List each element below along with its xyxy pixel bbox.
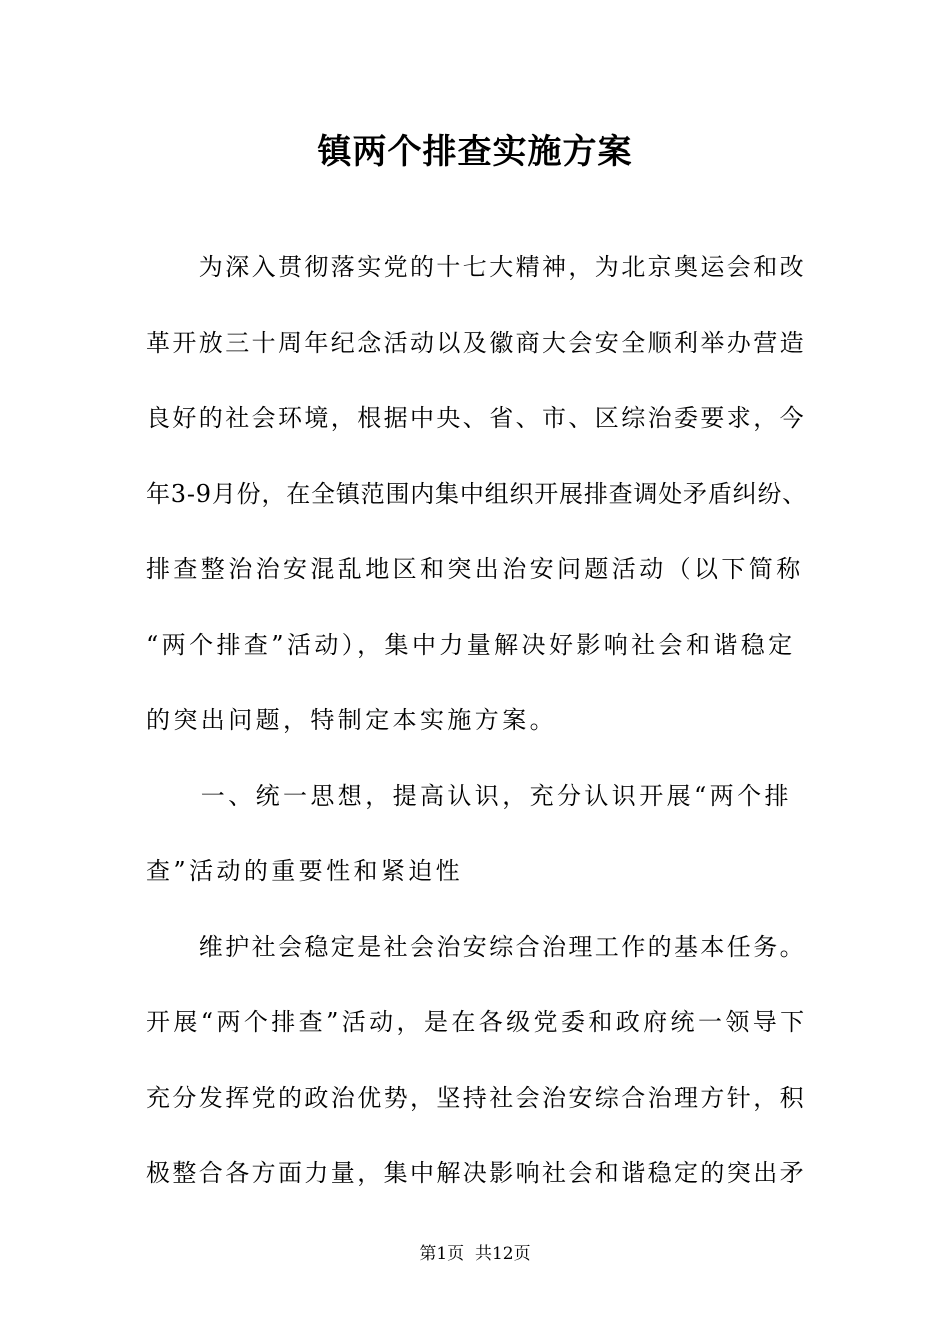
page-number-footer: 第1页 共12页	[419, 1244, 531, 1264]
document-title: 镇两个排查实施方案	[317, 132, 633, 172]
body-line: 的突出问题，特制定本实施方案。	[146, 706, 557, 734]
body-line: 开展“两个排查”活动，是在各级党委和政府统一领导下	[146, 1008, 808, 1036]
document-body	[146, 242, 806, 1224]
body-line: 年3-9月份，在全镇范围内集中组织开展排查调处矛盾纠纷、	[146, 479, 808, 508]
section-heading-line: 一、统一思想，提高认识，充分认识开展“两个排	[146, 781, 792, 810]
body-line: 极整合各方面力量，集中解决影响社会和谐稳定的突出矛	[146, 1159, 806, 1187]
body-line: 维护社会稳定是社会治安综合治理工作的基本任务。	[146, 932, 806, 961]
section-heading-line: 查”活动的重要性和紧迫性	[146, 857, 464, 885]
body-line: 为深入贯彻落实党的十七大精神，为北京奥运会和改	[146, 253, 806, 281]
body-line: 排查整治治安混乱地区和突出治安问题活动（以下简称	[146, 555, 804, 583]
body-line: 充分发挥党的政治优势，坚持社会治安综合治理方针，积	[146, 1083, 806, 1112]
body-line: “两个排查”活动），集中力量解决好影响社会和谐稳定	[146, 630, 796, 659]
body-line: 良好的社会环境，根据中央、省、市、区综治委要求，今	[146, 404, 806, 432]
body-line: 革开放三十周年纪念活动以及徽商大会安全顺利举办营造	[146, 328, 806, 357]
